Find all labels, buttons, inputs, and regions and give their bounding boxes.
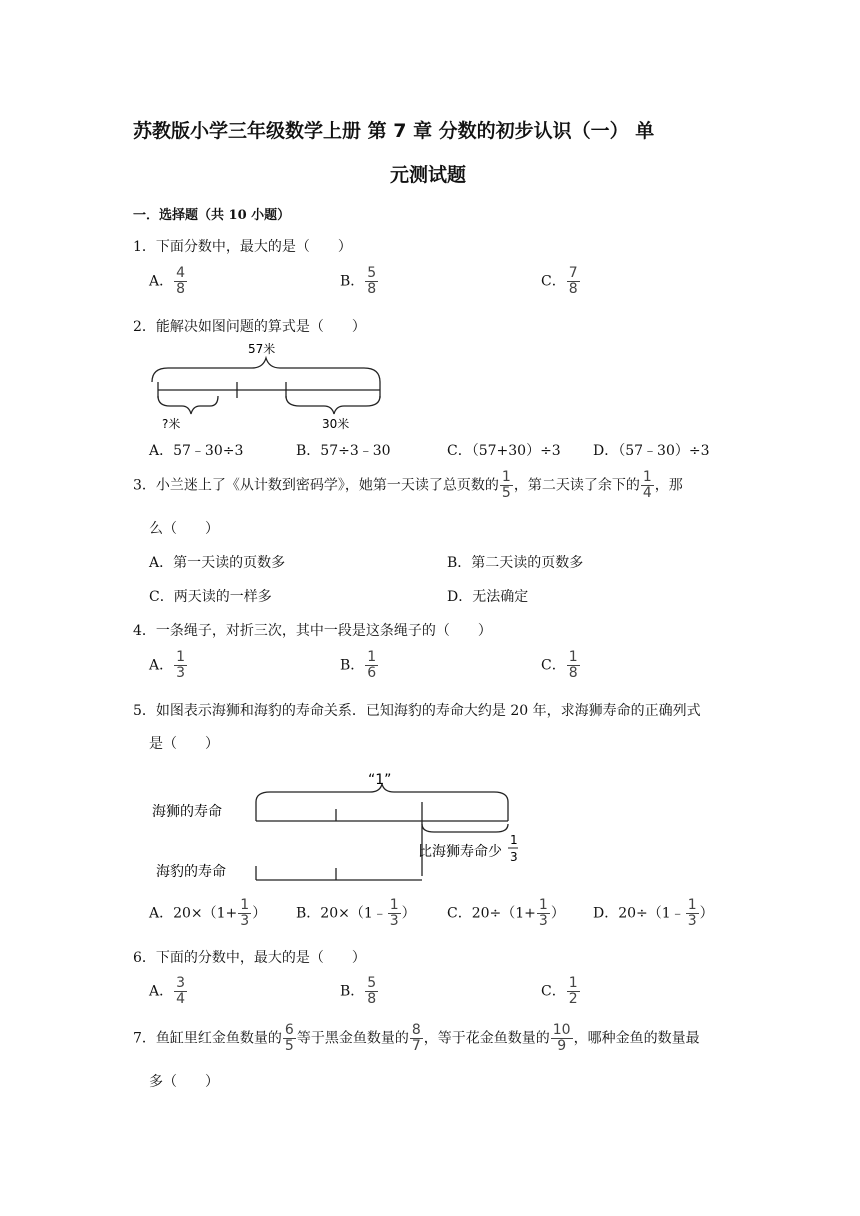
q5-one-label: “1” xyxy=(368,772,392,788)
fraction: $\frac{1}{3}$ xyxy=(538,897,548,929)
q2-option-d[interactable]: D．（57﹣30）÷3 xyxy=(593,443,710,459)
q5-option-b[interactable]: B．20×（1﹣ $\frac{1}{3}$ ） xyxy=(296,897,416,929)
fraction: $\frac{10}{9}$ xyxy=(552,1022,571,1054)
q2-top-label: 57米 xyxy=(248,342,276,356)
q6-option-b[interactable]: B． $\frac{5}{8}$ xyxy=(340,975,377,1007)
q5-less-label: 比海狮寿命少 xyxy=(418,844,502,860)
fraction: $\frac{5}{8}$ xyxy=(367,975,377,1007)
q6-option-c[interactable]: C． $\frac{1}{2}$ xyxy=(541,975,578,1007)
q5-fraction-den: 3 xyxy=(510,850,518,864)
q3-option-d[interactable]: D．无法确定 xyxy=(447,589,529,605)
question-7: 7．鱼缸里红金鱼数量的 $\frac{6}{5}$ 等于黑金鱼数量的 $\frac{8}{7}$ ，等于花金鱼数量的 $\frac{10}{9}$ ，哪种金鱼的数量最 xyxy=(133,1022,700,1054)
q2-line-diagram xyxy=(148,338,384,432)
q5-line-diagram xyxy=(146,764,522,886)
q5-seal-label: 海豹的寿命 xyxy=(156,864,226,880)
q5-lion-label: 海狮的寿命 xyxy=(152,804,222,820)
q2-option-c[interactable]: C．（57+30）÷3 xyxy=(447,443,561,459)
q5-fraction-num: 1 xyxy=(510,833,518,847)
q5-option-d[interactable]: D．20÷（1﹣ $\frac{1}{3}$ ） xyxy=(593,897,714,929)
fraction: $\frac{1}{3}$ xyxy=(240,897,250,929)
fraction: $\frac{7}{8}$ xyxy=(568,265,578,297)
fraction: $\frac{3}{4}$ xyxy=(176,975,186,1007)
q1-option-a[interactable]: A． $\frac{4}{8}$ xyxy=(149,265,186,297)
fraction: $\frac{1}{5}$ xyxy=(501,469,511,501)
q5-option-a[interactable]: A．20×（1+ $\frac{1}{3}$ ） xyxy=(149,897,267,929)
q4-option-a[interactable]: A． $\frac{1}{3}$ xyxy=(149,649,186,681)
question-3: 3．小兰迷上了《从计数到密码学》，她第一天读了总页数的 $\frac{1}{5}$ ，第二天读了余下的 $\frac{1}{4}$ ，那 xyxy=(133,469,683,501)
q3-option-c[interactable]: C．两天读的一样多 xyxy=(149,589,272,605)
q6-option-a[interactable]: A． $\frac{3}{4}$ xyxy=(149,975,186,1007)
q2-right-label: 30米 xyxy=(322,417,350,431)
q1-option-b[interactable]: B． $\frac{5}{8}$ xyxy=(340,265,377,297)
question-7-line2: 多（ ） xyxy=(149,1074,219,1090)
fraction: $\frac{1}{3}$ xyxy=(176,649,186,681)
fraction: $\frac{6}{5}$ xyxy=(284,1022,294,1054)
q4-option-c[interactable]: C． $\frac{1}{8}$ xyxy=(541,649,578,681)
question-2: 2．能解决如图问题的算式是（ ） xyxy=(133,319,366,335)
question-5: 5．如图表示海狮和海豹的寿命关系．已知海豹的寿命大约是 20 年，求海狮寿命的正确列式 xyxy=(133,703,701,719)
q5-option-c[interactable]: C．20÷（1+ $\frac{1}{3}$ ） xyxy=(447,897,565,929)
q2-left-label: ?米 xyxy=(162,417,181,431)
fraction: $\frac{1}{8}$ xyxy=(568,649,578,681)
section-heading: 一．选择题（共 10 小题） xyxy=(133,208,291,223)
fraction: $\frac{1}{3}$ xyxy=(687,897,697,929)
question-5-line2: 是（ ） xyxy=(149,736,219,752)
q2-option-a[interactable]: A．57﹣30÷3 xyxy=(149,443,244,459)
question-3-line2: 么（ ） xyxy=(149,521,219,537)
fraction: $\frac{1}{2}$ xyxy=(568,975,578,1007)
q3-option-b[interactable]: B．第二天读的页数多 xyxy=(447,555,584,571)
q3-option-a[interactable]: A．第一天读的页数多 xyxy=(149,555,286,571)
page-title-line2: 元测试题 xyxy=(390,164,467,186)
question-1: 1．下面分数中，最大的是（ ） xyxy=(133,239,352,255)
fraction: $\frac{4}{8}$ xyxy=(176,265,186,297)
fraction: $\frac{1}{3}$ xyxy=(389,897,399,929)
fraction: $\frac{1}{4}$ xyxy=(642,469,652,501)
q4-option-b[interactable]: B． $\frac{1}{6}$ xyxy=(340,649,377,681)
q1-option-c[interactable]: C． $\frac{7}{8}$ xyxy=(541,265,578,297)
fraction: $\frac{8}{7}$ xyxy=(411,1022,421,1054)
question-4: 4．一条绳子，对折三次，其中一段是这条绳子的（ ） xyxy=(133,623,492,639)
question-6: 6．下面的分数中，最大的是（ ） xyxy=(133,950,366,966)
fraction: $\frac{5}{8}$ xyxy=(367,265,377,297)
q2-option-b[interactable]: B．57÷3﹣30 xyxy=(296,443,391,459)
page-title-line1: 苏教版小学三年级数学上册 第 7 章 分数的初步认识（一） 单 xyxy=(133,120,655,142)
fraction: $\frac{1}{6}$ xyxy=(367,649,377,681)
